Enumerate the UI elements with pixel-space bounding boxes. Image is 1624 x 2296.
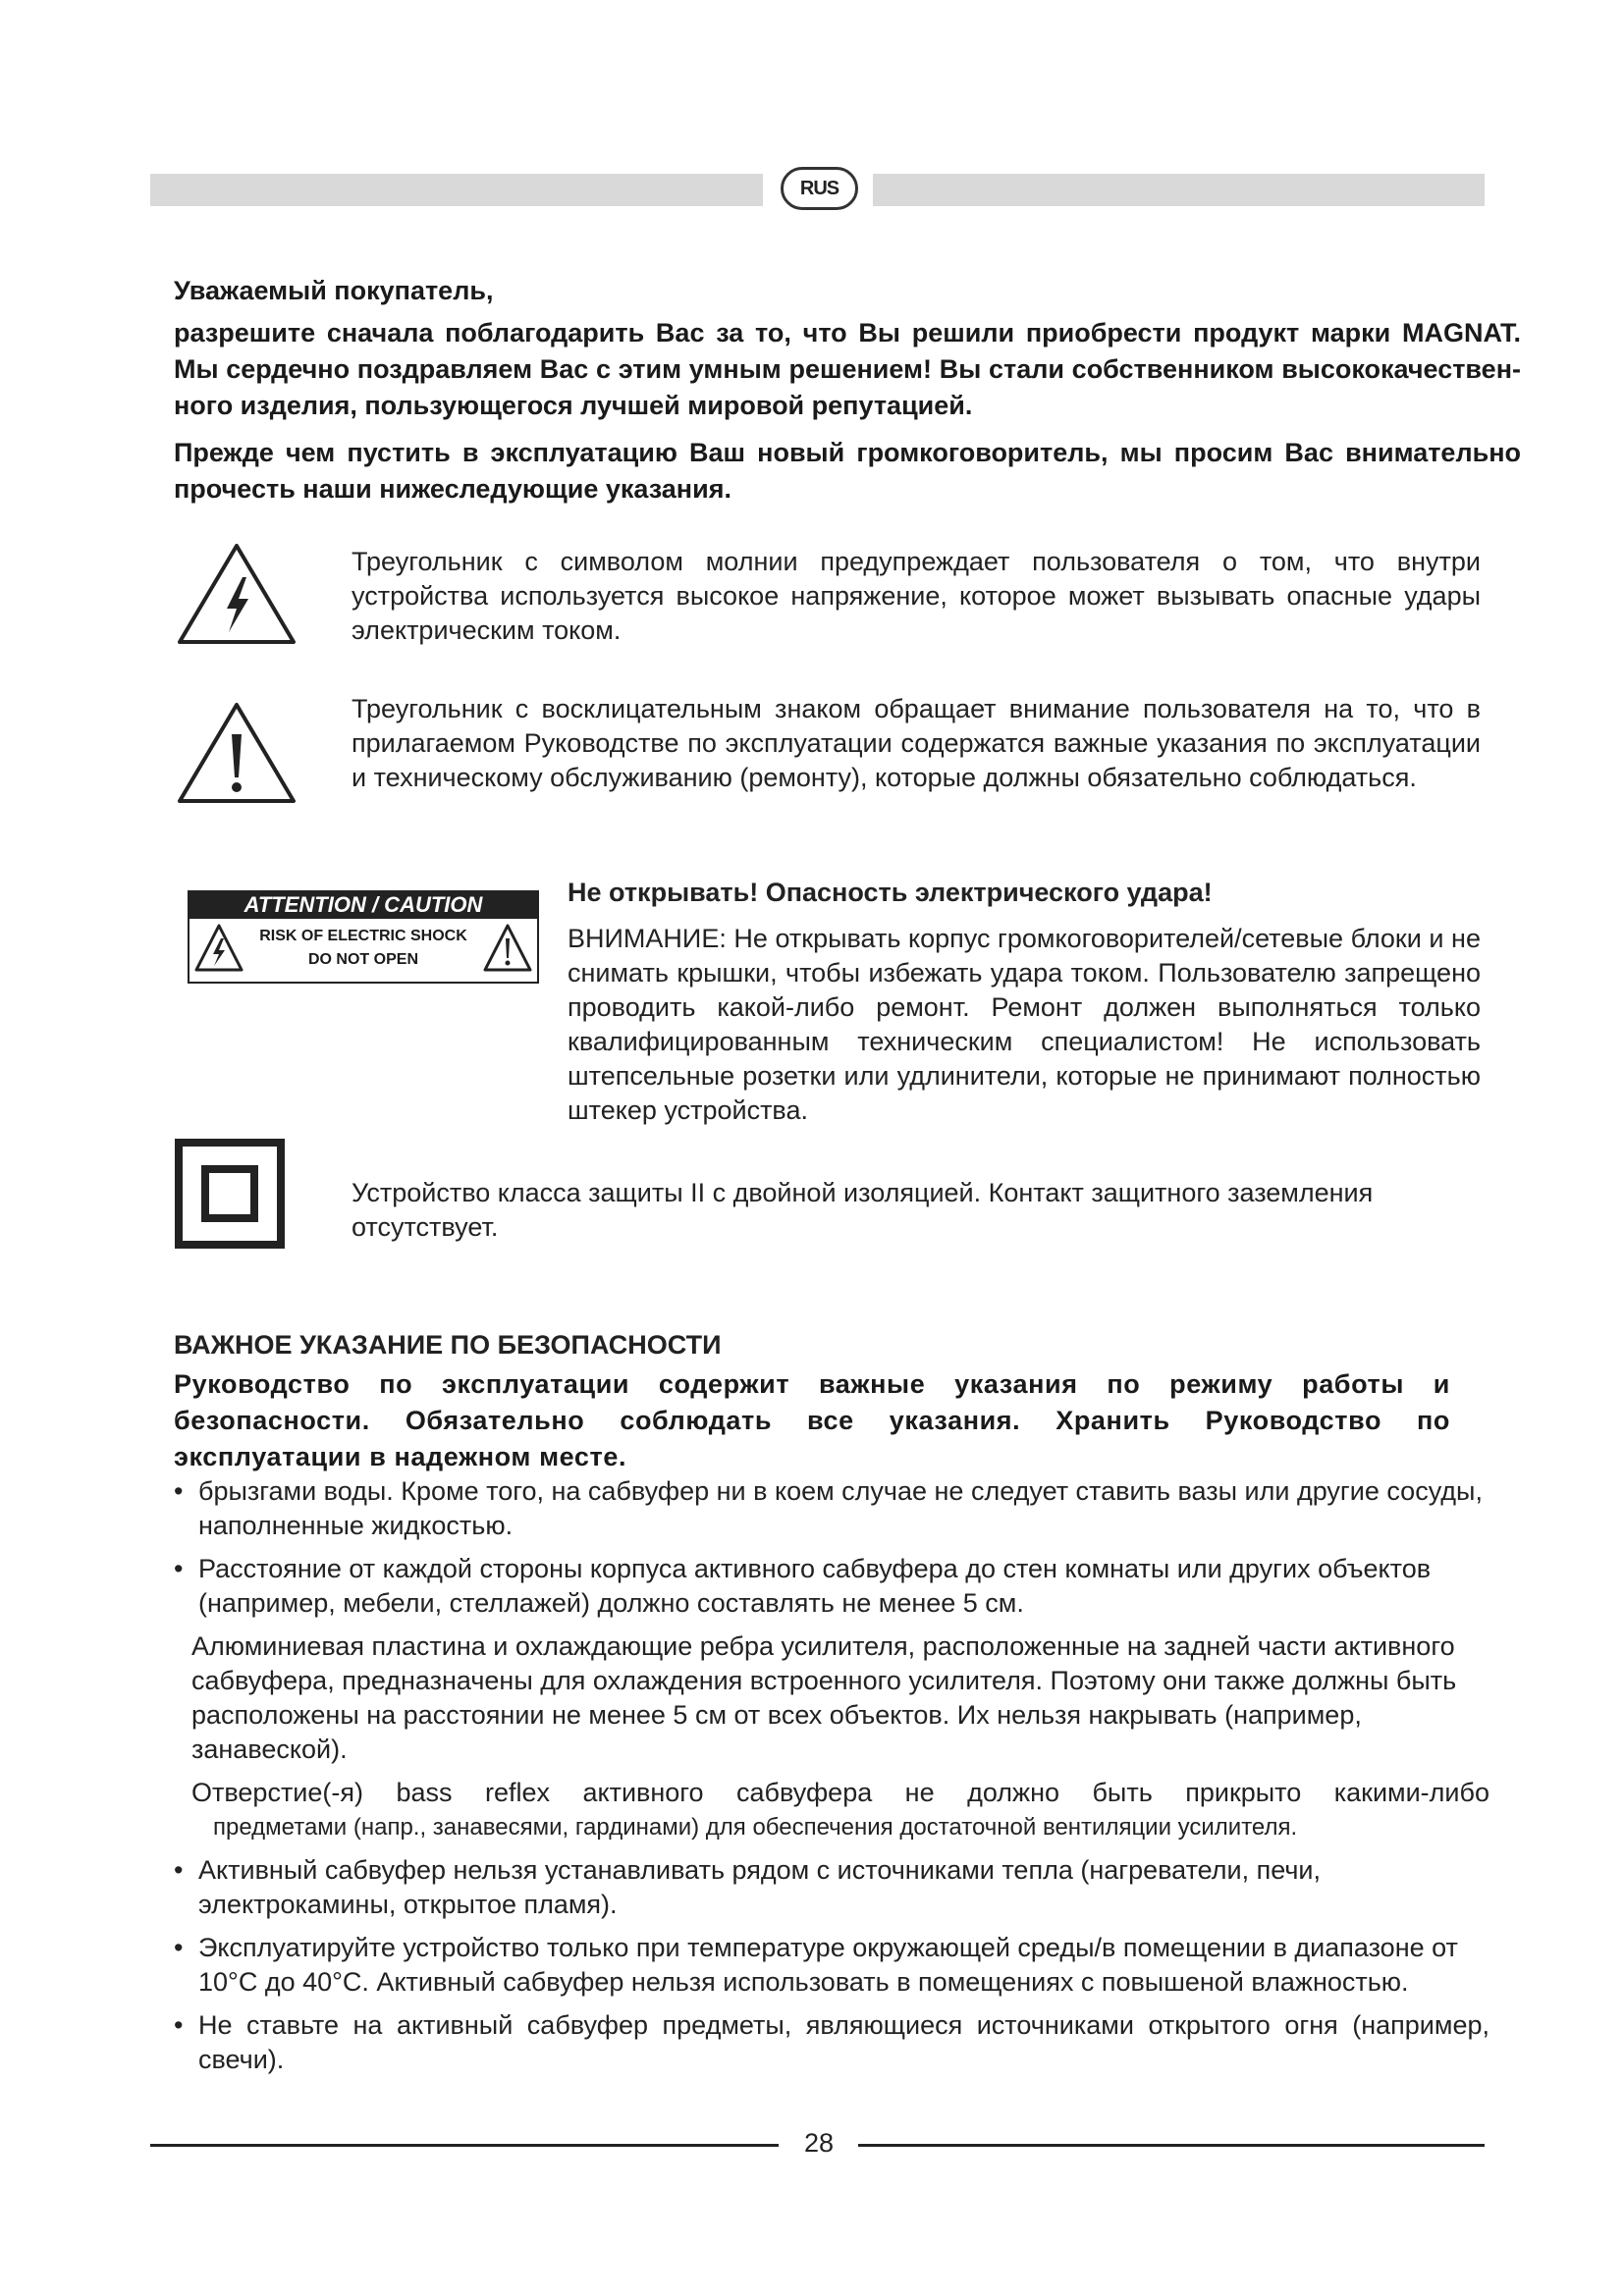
language-badge: RUS [781, 167, 858, 210]
list-item-text: предметами (напр., занавесями, гардинами) для обеспечения достаточной вентиляции усилителя. [213, 1814, 1298, 1841]
caution-lightning-icon [193, 923, 244, 974]
header-bar-right [873, 174, 1485, 206]
bullet-dot: • [174, 1476, 184, 1506]
header-bar-left [150, 174, 763, 206]
caution-text: ВНИМАНИЕ: Не открывать корпус громкоговорителей/сетевые блоки и не снимать крышки, чтобы избежать удара током. Пользователю запрещено проводить какой-либо ремонт. Ремонт должен выполняться только квалифицированным техническим специалистом! Не использовать штепсельные розетки или удлинители, которые не принимают полностью штекер устройства. [568, 924, 1481, 1125]
list-item [174, 1931, 1489, 2000]
intro-section [174, 273, 1521, 507]
caution-label-body [188, 919, 539, 984]
class-ii-insulation-icon [175, 1139, 285, 1249]
list-item-text: Алюминиевая пластина и охлаждающие ребра усилителя, расположенные на задней части активного сабвуфера, предназначены для охлаждения встроенного усилителя. Поэтому они также должны быть расположены на расстоянии не менее 5 см от всех объектов. Их нельзя накрывать (например, занавеской). [191, 1631, 1457, 1764]
lightning-warning-text: Треугольник с символом молнии предупреждает пользователя о том, что внутри устройства используется высокое напряжение, которое может вызывать опасные удары электрическим током. [352, 547, 1481, 645]
list-item [174, 1776, 1489, 1844]
list-item [174, 1552, 1489, 1621]
caution-exclamation-icon [482, 923, 533, 974]
list-item [174, 2008, 1489, 2077]
footer-rule-left [150, 2144, 779, 2147]
caution-label-line2: DO NOT OPEN [307, 951, 418, 968]
greeting: Уважаемый покупатель, [174, 276, 494, 305]
bullet-dot: • [174, 1554, 184, 1583]
list-item-text: Эксплуатируйте устройство только при температуре окружающей среды/в помещении в диапазоне от 10°C до 40°C. Активный сабвуфер нельзя использовать в помещениях с повышеной влажностью. [198, 1933, 1458, 1997]
caution-label-title: ATTENTION / CAUTION [188, 890, 539, 919]
list-item-text: брызгами воды. Кроме того, на сабвуфер ни в коем случае не следует ставить вазы или другие сосуды, наполненные жидкостью. [198, 1476, 1483, 1540]
list-item [174, 1474, 1489, 1543]
list-item-text: Расстояние от каждой стороны корпуса активного сабвуфера до стен комнаты или других объектов (например, мебели, стеллажей) должно составлять не менее 5 см. [198, 1554, 1432, 1618]
list-item [174, 1629, 1489, 1767]
safety-list [174, 1474, 1489, 2086]
safety-title: ВАЖНОЕ УКАЗАНИЕ ПО БЕЗОПАСНОСТИ [174, 1330, 722, 1360]
list-item [174, 1853, 1489, 1922]
exclamation-warning-icon [174, 699, 299, 807]
intro-paragraph-2: Прежде чем пустить в эксплуатацию Ваш новый громкоговоритель, мы просим Вас внимательно прочесть наши нижеследующие указания. [174, 438, 1521, 504]
footer-rule-right [858, 2144, 1485, 2147]
bullet-dot: • [174, 1855, 184, 1885]
caution-label [188, 890, 539, 984]
exclamation-warning-text: Треугольник с восклицательным знаком обращает внимание пользователя на то, что в прилагаемом Руководстве по эксплуатации содержатся важные указания по эксплуатации и техническому обслуживанию (ремонту), которые должны обязательно соблюдаться. [352, 694, 1481, 792]
list-item-text: Отверстие(-я) bass reflex активного сабвуфера не должно быть прикрыто какими-либо [191, 1778, 1489, 1807]
bullet-dot: • [174, 2010, 184, 2040]
caution-heading: Не открывать! Опасность электрического удара! [568, 878, 1213, 907]
page-number: 28 [803, 2128, 835, 2158]
bullet-dot: • [174, 1933, 184, 1962]
class-ii-text: Устройство класса защиты II с двойной изоляцией. Контакт защитного заземления отсутствует. [352, 1178, 1374, 1242]
caution-label-line1: RISK OF ELECTRIC SHOCK [259, 928, 467, 944]
intro-paragraph-1: разрешите сначала поблагодарить Вас за то, что Вы решили приобрести продукт марки MAGNAT. Мы сердечно поздравляем Вас с этим умным решением! Вы стали собственником высококачествен-ного изделия, пользующегося лучшей мировой репутацией. [174, 318, 1521, 420]
lightning-warning-icon [174, 540, 299, 648]
safety-lead: Руководство по эксплуатации содержит важные указания по режиму работы и безопасности. Обязательно соблюдать все указания. Хранить Руководство по эксплуатации в надежном месте. [174, 1369, 1450, 1471]
list-item-text: Не ставьте на активный сабвуфер предметы, являющиеся источниками открытого огня (например, свечи). [198, 2010, 1489, 2074]
list-item-text: Активный сабвуфер нельзя устанавливать рядом с источниками тепла (нагреватели, печи, электрокамины, открытое пламя). [198, 1855, 1322, 1919]
